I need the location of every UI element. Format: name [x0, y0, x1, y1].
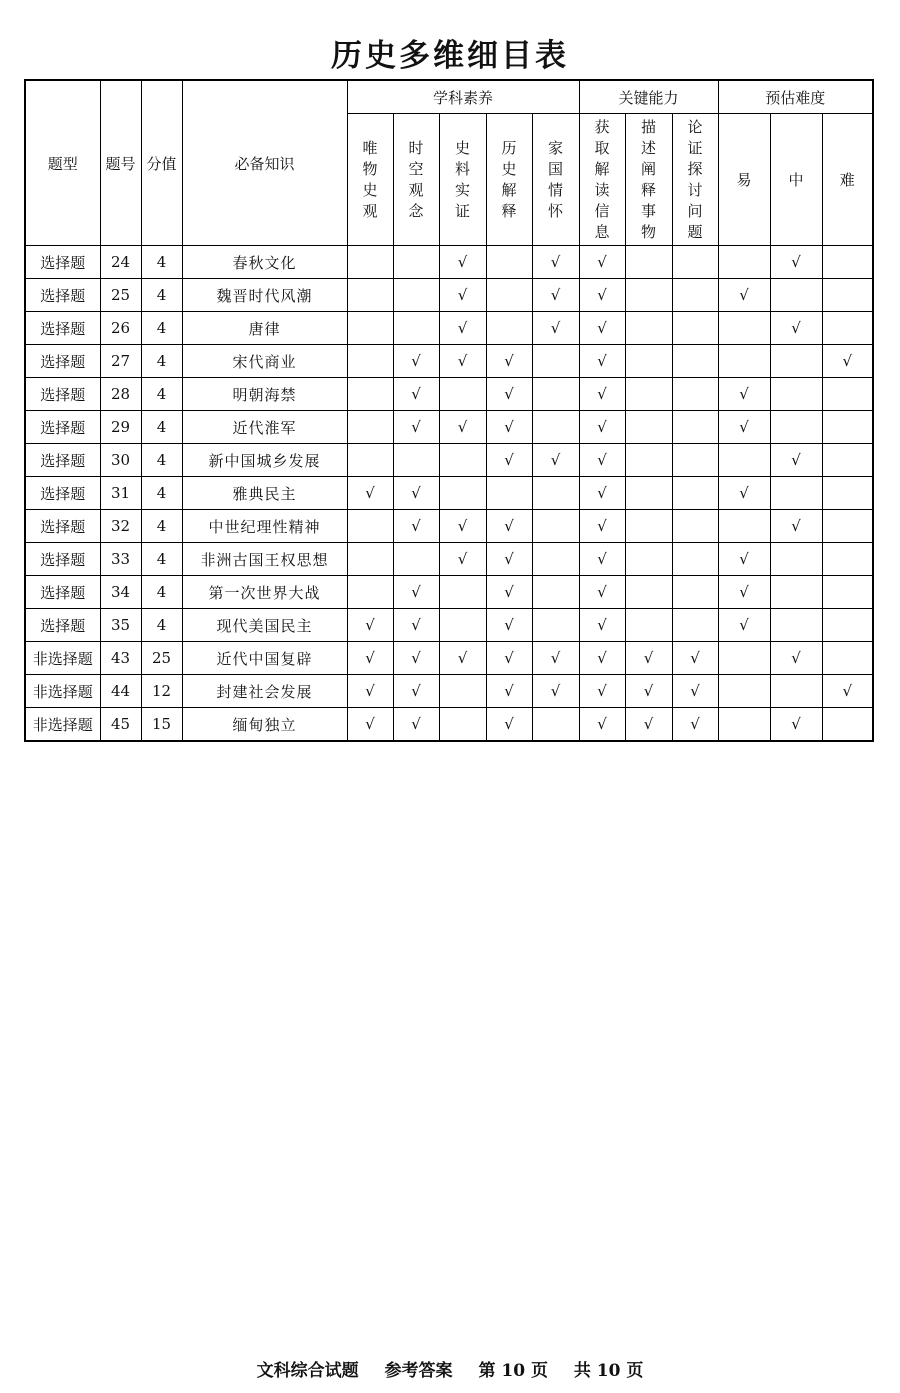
check-mark-cell: √	[579, 477, 625, 510]
knowledge-cell: 非洲古国王权思想	[182, 543, 347, 576]
check-mark-cell: √	[718, 279, 770, 312]
check-mark-cell: √	[439, 345, 486, 378]
empty-cell	[532, 708, 579, 742]
empty-cell	[770, 279, 822, 312]
empty-cell	[822, 312, 873, 345]
empty-cell	[486, 246, 532, 279]
col-header-type: 题型	[25, 80, 100, 246]
check-mark-cell: √	[347, 708, 393, 742]
check-mark-cell: √	[393, 642, 439, 675]
check-mark-cell: √	[347, 675, 393, 708]
empty-cell	[347, 345, 393, 378]
knowledge-cell: 近代淮军	[182, 411, 347, 444]
table-row	[25, 477, 873, 510]
empty-cell	[672, 543, 718, 576]
score-cell: 4	[141, 576, 182, 609]
number-cell: 32	[100, 510, 141, 543]
score-cell: 4	[141, 279, 182, 312]
check-mark-cell: √	[393, 609, 439, 642]
check-mark-cell: √	[672, 642, 718, 675]
empty-cell	[625, 576, 672, 609]
knowledge-cell: 近代中国复辟	[182, 642, 347, 675]
empty-cell	[625, 378, 672, 411]
empty-cell	[822, 510, 873, 543]
empty-cell	[439, 378, 486, 411]
empty-cell	[672, 510, 718, 543]
sub-header-cell	[579, 114, 625, 246]
sub-header-label: 家国情怀	[547, 138, 563, 220]
type-cell: 选择题	[25, 411, 100, 444]
sub-header-cell	[718, 114, 770, 246]
empty-cell	[625, 345, 672, 378]
detail-table	[24, 79, 874, 742]
check-mark-cell: √	[579, 708, 625, 742]
check-mark-cell: √	[393, 576, 439, 609]
empty-cell	[439, 477, 486, 510]
check-mark-cell: √	[486, 708, 532, 742]
empty-cell	[718, 312, 770, 345]
check-mark-cell: √	[532, 312, 579, 345]
empty-cell	[718, 675, 770, 708]
empty-cell	[486, 312, 532, 345]
empty-cell	[822, 279, 873, 312]
empty-cell	[532, 576, 579, 609]
table-row	[25, 675, 873, 708]
col-header-score: 分值	[141, 80, 182, 246]
score-cell: 4	[141, 510, 182, 543]
check-mark-cell: √	[393, 675, 439, 708]
check-mark-cell: √	[579, 543, 625, 576]
sub-header-label: 获取解读信息	[594, 117, 610, 241]
check-mark-cell: √	[393, 477, 439, 510]
check-mark-cell: √	[822, 345, 873, 378]
empty-cell	[347, 378, 393, 411]
type-cell: 选择题	[25, 378, 100, 411]
empty-cell	[347, 246, 393, 279]
empty-cell	[822, 609, 873, 642]
type-cell: 选择题	[25, 279, 100, 312]
col-header-knowledge: 必备知识	[182, 80, 347, 246]
sub-header-cell	[439, 114, 486, 246]
table-row	[25, 345, 873, 378]
type-cell: 非选择题	[25, 708, 100, 742]
type-cell: 选择题	[25, 345, 100, 378]
score-cell: 4	[141, 444, 182, 477]
footer-page-number: 第 10 页	[478, 1361, 548, 1381]
check-mark-cell: √	[579, 609, 625, 642]
sub-header-cell	[532, 114, 579, 246]
table-row	[25, 708, 873, 742]
knowledge-cell: 雅典民主	[182, 477, 347, 510]
check-mark-cell: √	[579, 312, 625, 345]
check-mark-cell: √	[393, 708, 439, 742]
check-mark-cell: √	[770, 510, 822, 543]
check-mark-cell: √	[486, 411, 532, 444]
page-title: 历史多维细目表	[331, 38, 569, 74]
sub-header-cell	[770, 114, 822, 246]
empty-cell	[718, 345, 770, 378]
empty-cell	[672, 477, 718, 510]
empty-cell	[822, 477, 873, 510]
empty-cell	[822, 543, 873, 576]
check-mark-cell: √	[532, 642, 579, 675]
check-mark-cell: √	[770, 312, 822, 345]
check-mark-cell: √	[625, 708, 672, 742]
check-mark-cell: √	[672, 675, 718, 708]
empty-cell	[718, 246, 770, 279]
number-cell: 31	[100, 477, 141, 510]
empty-cell	[393, 312, 439, 345]
empty-cell	[770, 675, 822, 708]
check-mark-cell: √	[579, 576, 625, 609]
type-cell: 选择题	[25, 543, 100, 576]
empty-cell	[672, 345, 718, 378]
sub-header-label: 唯物史观	[362, 138, 378, 220]
sub-header-cell	[672, 114, 718, 246]
empty-cell	[625, 510, 672, 543]
check-mark-cell: √	[718, 543, 770, 576]
empty-cell	[486, 279, 532, 312]
empty-cell	[347, 444, 393, 477]
check-mark-cell: √	[393, 510, 439, 543]
number-cell: 44	[100, 675, 141, 708]
knowledge-cell: 缅甸独立	[182, 708, 347, 742]
empty-cell	[822, 708, 873, 742]
empty-cell	[625, 609, 672, 642]
score-cell: 4	[141, 246, 182, 279]
empty-cell	[486, 477, 532, 510]
check-mark-cell: √	[347, 477, 393, 510]
check-mark-cell: √	[486, 510, 532, 543]
empty-cell	[672, 444, 718, 477]
empty-cell	[393, 543, 439, 576]
table-row	[25, 543, 873, 576]
empty-cell	[625, 312, 672, 345]
check-mark-cell: √	[486, 675, 532, 708]
number-cell: 26	[100, 312, 141, 345]
sub-header-label: 时空观念	[408, 138, 424, 220]
number-cell: 27	[100, 345, 141, 378]
check-mark-cell: √	[532, 444, 579, 477]
score-cell: 4	[141, 543, 182, 576]
empty-cell	[532, 411, 579, 444]
empty-cell	[672, 378, 718, 411]
empty-cell	[822, 411, 873, 444]
knowledge-cell: 魏晋时代风潮	[182, 279, 347, 312]
check-mark-cell: √	[579, 510, 625, 543]
check-mark-cell: √	[393, 378, 439, 411]
score-cell: 4	[141, 411, 182, 444]
footer-page-total: 共 10 页	[573, 1361, 644, 1381]
table-row	[25, 246, 873, 279]
check-mark-cell: √	[393, 411, 439, 444]
check-mark-cell: √	[579, 444, 625, 477]
empty-cell	[822, 576, 873, 609]
table-row	[25, 510, 873, 543]
number-cell: 45	[100, 708, 141, 742]
type-cell: 选择题	[25, 444, 100, 477]
score-cell: 12	[141, 675, 182, 708]
score-cell: 4	[141, 345, 182, 378]
empty-cell	[393, 444, 439, 477]
col-header-number: 题号	[100, 80, 141, 246]
empty-cell	[347, 312, 393, 345]
check-mark-cell: √	[718, 576, 770, 609]
check-mark-cell: √	[770, 708, 822, 742]
sub-header-label: 历史解释	[501, 138, 517, 220]
knowledge-cell: 春秋文化	[182, 246, 347, 279]
check-mark-cell: √	[532, 246, 579, 279]
empty-cell	[347, 576, 393, 609]
empty-cell	[532, 345, 579, 378]
check-mark-cell: √	[439, 312, 486, 345]
empty-cell	[625, 279, 672, 312]
empty-cell	[672, 411, 718, 444]
sub-header-label: 中	[788, 171, 804, 189]
empty-cell	[347, 510, 393, 543]
check-mark-cell: √	[486, 642, 532, 675]
knowledge-cell: 封建社会发展	[182, 675, 347, 708]
sub-header-label: 易	[736, 171, 752, 189]
empty-cell	[439, 576, 486, 609]
check-mark-cell: √	[393, 345, 439, 378]
empty-cell	[672, 312, 718, 345]
table-row	[25, 279, 873, 312]
check-mark-cell: √	[486, 543, 532, 576]
check-mark-cell: √	[486, 378, 532, 411]
empty-cell	[625, 444, 672, 477]
sub-header-label: 描述阐释事物	[640, 117, 656, 241]
empty-cell	[347, 279, 393, 312]
number-cell: 34	[100, 576, 141, 609]
check-mark-cell: √	[347, 609, 393, 642]
empty-cell	[718, 510, 770, 543]
group-header-ability: 关键能力	[579, 80, 718, 114]
type-cell: 选择题	[25, 609, 100, 642]
number-cell: 29	[100, 411, 141, 444]
empty-cell	[770, 411, 822, 444]
check-mark-cell: √	[770, 444, 822, 477]
empty-cell	[532, 477, 579, 510]
sub-header-cell	[625, 114, 672, 246]
check-mark-cell: √	[718, 378, 770, 411]
check-mark-cell: √	[439, 279, 486, 312]
empty-cell	[822, 246, 873, 279]
knowledge-cell: 新中国城乡发展	[182, 444, 347, 477]
empty-cell	[439, 675, 486, 708]
check-mark-cell: √	[672, 708, 718, 742]
table-row	[25, 642, 873, 675]
empty-cell	[625, 543, 672, 576]
check-mark-cell: √	[439, 246, 486, 279]
table-row	[25, 576, 873, 609]
check-mark-cell: √	[625, 675, 672, 708]
check-mark-cell: √	[486, 444, 532, 477]
empty-cell	[770, 609, 822, 642]
empty-cell	[718, 708, 770, 742]
number-cell: 24	[100, 246, 141, 279]
table-row	[25, 444, 873, 477]
footer-answer-label: 参考答案	[384, 1361, 453, 1381]
check-mark-cell: √	[625, 642, 672, 675]
number-cell: 35	[100, 609, 141, 642]
check-mark-cell: √	[486, 345, 532, 378]
empty-cell	[347, 543, 393, 576]
check-mark-cell: √	[579, 642, 625, 675]
empty-cell	[532, 543, 579, 576]
empty-cell	[439, 708, 486, 742]
empty-cell	[718, 444, 770, 477]
check-mark-cell: √	[822, 675, 873, 708]
group-header-difficulty: 预估难度	[718, 80, 873, 114]
check-mark-cell: √	[579, 378, 625, 411]
empty-cell	[672, 609, 718, 642]
score-cell: 4	[141, 477, 182, 510]
empty-cell	[625, 477, 672, 510]
score-cell: 15	[141, 708, 182, 742]
score-cell: 25	[141, 642, 182, 675]
empty-cell	[393, 279, 439, 312]
check-mark-cell: √	[486, 576, 532, 609]
number-cell: 25	[100, 279, 141, 312]
group-header-literacy: 学科素养	[347, 80, 579, 114]
empty-cell	[672, 279, 718, 312]
sub-header-cell	[347, 114, 393, 246]
table-row	[25, 411, 873, 444]
knowledge-cell: 第一次世界大战	[182, 576, 347, 609]
sub-header-cell	[486, 114, 532, 246]
empty-cell	[822, 444, 873, 477]
type-cell: 选择题	[25, 246, 100, 279]
check-mark-cell: √	[486, 609, 532, 642]
table-body	[25, 246, 873, 742]
empty-cell	[672, 576, 718, 609]
check-mark-cell: √	[718, 411, 770, 444]
header-row-groups	[25, 80, 873, 114]
type-cell: 非选择题	[25, 642, 100, 675]
empty-cell	[770, 543, 822, 576]
check-mark-cell: √	[347, 642, 393, 675]
knowledge-cell: 现代美国民主	[182, 609, 347, 642]
empty-cell	[822, 642, 873, 675]
check-mark-cell: √	[579, 246, 625, 279]
check-mark-cell: √	[718, 609, 770, 642]
empty-cell	[439, 609, 486, 642]
score-cell: 4	[141, 312, 182, 345]
check-mark-cell: √	[579, 345, 625, 378]
score-cell: 4	[141, 378, 182, 411]
check-mark-cell: √	[579, 279, 625, 312]
empty-cell	[347, 411, 393, 444]
score-cell: 4	[141, 609, 182, 642]
table-row	[25, 609, 873, 642]
empty-cell	[770, 576, 822, 609]
check-mark-cell: √	[532, 675, 579, 708]
number-cell: 33	[100, 543, 141, 576]
check-mark-cell: √	[439, 510, 486, 543]
knowledge-cell: 明朝海禁	[182, 378, 347, 411]
sub-header-cell	[393, 114, 439, 246]
knowledge-cell: 中世纪理性精神	[182, 510, 347, 543]
check-mark-cell: √	[532, 279, 579, 312]
empty-cell	[672, 246, 718, 279]
type-cell: 选择题	[25, 510, 100, 543]
table-row	[25, 378, 873, 411]
check-mark-cell: √	[579, 675, 625, 708]
empty-cell	[822, 378, 873, 411]
page-footer	[0, 1356, 900, 1381]
empty-cell	[770, 345, 822, 378]
check-mark-cell: √	[770, 642, 822, 675]
table-row	[25, 312, 873, 345]
sub-header-cell	[822, 114, 873, 246]
knowledge-cell: 唐律	[182, 312, 347, 345]
empty-cell	[718, 642, 770, 675]
type-cell: 选择题	[25, 312, 100, 345]
footer-exam-name: 文科综合试题	[256, 1361, 359, 1381]
knowledge-cell: 宋代商业	[182, 345, 347, 378]
sub-header-label: 论证探讨问题	[687, 117, 703, 241]
sub-header-label: 史料实证	[454, 138, 470, 220]
check-mark-cell: √	[439, 642, 486, 675]
type-cell: 非选择题	[25, 675, 100, 708]
type-cell: 选择题	[25, 576, 100, 609]
check-mark-cell: √	[439, 411, 486, 444]
number-cell: 30	[100, 444, 141, 477]
number-cell: 28	[100, 378, 141, 411]
check-mark-cell: √	[770, 246, 822, 279]
empty-cell	[625, 246, 672, 279]
empty-cell	[532, 510, 579, 543]
empty-cell	[393, 246, 439, 279]
number-cell: 43	[100, 642, 141, 675]
empty-cell	[770, 477, 822, 510]
check-mark-cell: √	[439, 543, 486, 576]
empty-cell	[439, 444, 486, 477]
empty-cell	[532, 609, 579, 642]
empty-cell	[532, 378, 579, 411]
type-cell: 选择题	[25, 477, 100, 510]
check-mark-cell: √	[718, 477, 770, 510]
empty-cell	[770, 378, 822, 411]
check-mark-cell: √	[579, 411, 625, 444]
empty-cell	[625, 411, 672, 444]
sub-header-label: 难	[839, 171, 855, 189]
